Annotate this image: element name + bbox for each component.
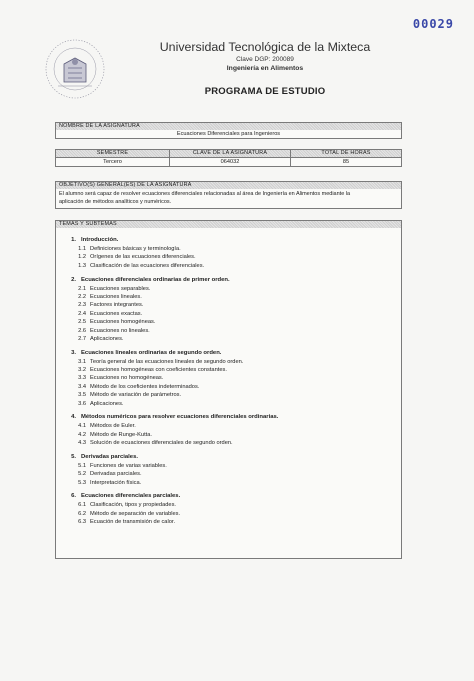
subtopic-text: Método de separación de variables.: [90, 510, 181, 517]
subtopic-item: [64, 518, 401, 526]
subtopic-text: Orígenes de las ecuaciones diferenciales.: [90, 254, 196, 261]
subtopic-text: Ecuaciones lineales.: [90, 293, 142, 300]
subtopic-item: [64, 318, 401, 326]
subject-name: Ecuaciones Diferenciales para Ingenieros: [176, 131, 281, 137]
subtopic-number: 4.2: [78, 431, 86, 438]
subtopic-number: 1.2: [78, 254, 86, 261]
subtopic-item: [64, 301, 401, 309]
topic-title-text: Métodos numéricos para resolver ecuaciones diferenciales ordinarias.: [81, 414, 279, 421]
subtopic-text: Funciones de varias variables.: [90, 462, 167, 469]
topics-label: TEMAS Y SUBTEMAS: [56, 221, 401, 228]
subtopic-item: [64, 293, 401, 301]
subtopic-number: 3.4: [78, 383, 86, 390]
subtopic-number: 2.7: [78, 335, 86, 342]
subtopic-item: [64, 310, 401, 318]
subtopic-text: Teoría general de las ecuaciones lineales de segundo orden.: [90, 358, 244, 365]
subtopic-item: [64, 431, 401, 439]
subtopic-item: [64, 358, 401, 366]
university-seal-icon: [44, 38, 106, 100]
topic-title: [64, 276, 401, 285]
subtopic-item: [64, 262, 401, 270]
subtopic-text: Solución de ecuaciones diferenciales de segundo orden.: [90, 440, 233, 447]
subtopic-text: Ecuaciones homogéneas.: [90, 319, 156, 326]
topic-number: 2.: [71, 276, 76, 283]
topics-list: [56, 228, 401, 536]
subtopic-item: [64, 285, 401, 293]
topic-title-text: Ecuaciones diferenciales parciales.: [81, 493, 181, 500]
semester-label: SEMESTRE: [56, 150, 170, 157]
subtopic-number: 2.6: [78, 327, 86, 334]
subtopic-item: [64, 327, 401, 335]
topic-section: [64, 276, 401, 344]
subtopic-number: 4.3: [78, 440, 86, 447]
subtopic-text: Ecuaciones homogéneas con coeficientes constantes.: [90, 367, 227, 374]
subtopic-number: 2.1: [78, 285, 86, 292]
subtopic-number: 4.1: [78, 423, 86, 430]
subtopic-number: 5.1: [78, 462, 86, 469]
topic-title-text: Derivadas parciales.: [81, 453, 138, 460]
subtopic-number: 2.3: [78, 302, 86, 309]
subtopic-text: Definiciones básicas y terminología.: [90, 246, 181, 252]
subtopic-item: [64, 501, 401, 509]
objectives-line-1: El alumno será capaz de resolver ecuaciones diferenciales relacionadas al área de Ingeniería en Alimentos mediante la: [59, 191, 351, 197]
subtopic-number: 6.1: [78, 502, 86, 509]
subtopic-number: 3.6: [78, 400, 86, 407]
subtopic-number: 5.3: [78, 479, 86, 486]
topic-title: [64, 349, 401, 358]
objectives-text: [56, 189, 401, 208]
topic-title: [64, 236, 401, 245]
subject-name-label: NOMBRE DE LA ASIGNATURA: [56, 123, 401, 130]
subtopic-text: Factores integrantes.: [90, 302, 144, 309]
program-title: PROGRAMA DE ESTUDIO: [204, 86, 326, 97]
topic-section: [64, 349, 401, 408]
subtopic-number: 2.4: [78, 310, 86, 317]
subject-name-box: [55, 122, 402, 139]
subtopic-text: Ecuación de transmisión de calor.: [90, 519, 176, 526]
page-number: 00029: [412, 17, 454, 31]
subtopic-item: [64, 374, 401, 382]
subtopic-text: Método de variación de parámetros.: [90, 392, 182, 399]
objectives-label: OBJETIVO(S) GENERAL(ES) DE LA ASIGNATURA: [56, 182, 401, 189]
subtopic-item: [64, 470, 401, 478]
subtopic-text: Derivadas parciales.: [90, 471, 142, 478]
topic-title: [64, 413, 401, 422]
subtopic-number: 3.3: [78, 375, 86, 382]
subtopic-text: Ecuaciones no homogéneas.: [90, 375, 164, 382]
subtopic-number: 3.2: [78, 367, 86, 374]
topic-title-text: Ecuaciones lineales ordinarias de segundo orden.: [81, 349, 222, 356]
topic-section: [64, 413, 401, 447]
hours-value: 85: [342, 159, 350, 165]
university-name: Universidad Tecnológica de la Mixteca: [159, 40, 371, 54]
subtopic-number: 3.1: [78, 358, 86, 365]
subtopic-item: [64, 462, 401, 470]
subtopic-text: Método de Runge-Kutta.: [90, 431, 152, 438]
subtopic-text: Clasificación, tipos y propiedades.: [90, 502, 176, 509]
subtopic-item: [64, 335, 401, 343]
subtopic-text: Aplicaciones.: [90, 335, 124, 342]
subtopic-text: Ecuaciones exactas.: [90, 310, 143, 317]
subtopic-text: Aplicaciones.: [90, 400, 124, 407]
objectives-box: [55, 181, 402, 209]
subject-info-table: [55, 149, 402, 167]
topic-number: 1.: [71, 237, 76, 243]
hours-label: TOTAL DE HORAS: [291, 150, 401, 157]
subtopic-number: 2.5: [78, 319, 86, 326]
subtopic-number: 2.2: [78, 293, 86, 300]
topic-number: 5.: [71, 453, 76, 460]
subtopic-number: 5.2: [78, 471, 86, 478]
subtopic-text: Clasificación de las ecuaciones diferenciales.: [90, 262, 205, 269]
topic-title-text: Introducción.: [81, 237, 119, 243]
topic-title-text: Ecuaciones diferenciales ordinarias de primer orden.: [81, 276, 230, 283]
objectives-line-2: aplicación de métodos analíticos y numéricos.: [59, 199, 172, 205]
subtopic-item: [64, 439, 401, 447]
key-value: 064032: [170, 158, 291, 166]
topic-title: [64, 453, 401, 462]
topic-number: 6.: [71, 493, 76, 500]
subtopic-text: Métodos de Euler.: [90, 423, 136, 430]
subtopic-text: Ecuaciones no lineales.: [90, 327, 150, 334]
subtopic-number: 1.1: [78, 246, 86, 252]
topic-section: [64, 236, 401, 270]
subtopic-item: [64, 391, 401, 399]
subtopic-number: 1.3: [78, 262, 86, 269]
subtopic-text: Interpretación física.: [90, 479, 142, 486]
subtopic-number: 3.5: [78, 392, 86, 399]
career-name: Ingeniería en Alimentos: [226, 65, 304, 72]
topic-number: 4.: [71, 414, 76, 421]
clave-dgp: Clave DGP: 200089: [236, 56, 294, 63]
topic-title: [64, 492, 401, 501]
topic-section: [64, 492, 401, 526]
subtopic-item: [64, 400, 401, 408]
topics-box: [55, 220, 402, 559]
subtopic-item: [64, 479, 401, 487]
semester-value: Tercero: [56, 158, 170, 166]
topic-section: [64, 453, 401, 487]
subtopic-item: [64, 366, 401, 374]
subtopic-text: Ecuaciones separables.: [90, 285, 151, 292]
subtopic-number: 6.2: [78, 510, 86, 517]
subtopic-item: [64, 422, 401, 430]
subtopic-item: [64, 383, 401, 391]
subtopic-item: [64, 510, 401, 518]
subtopic-number: 6.3: [78, 519, 86, 526]
topic-number: 3.: [71, 349, 76, 356]
subtopic-item: [64, 253, 401, 261]
subtopic-item: [64, 245, 401, 253]
key-label: CLAVE DE LA ASIGNATURA: [170, 150, 291, 157]
subtopic-text: Método de los coeficientes indeterminados.: [90, 383, 200, 390]
